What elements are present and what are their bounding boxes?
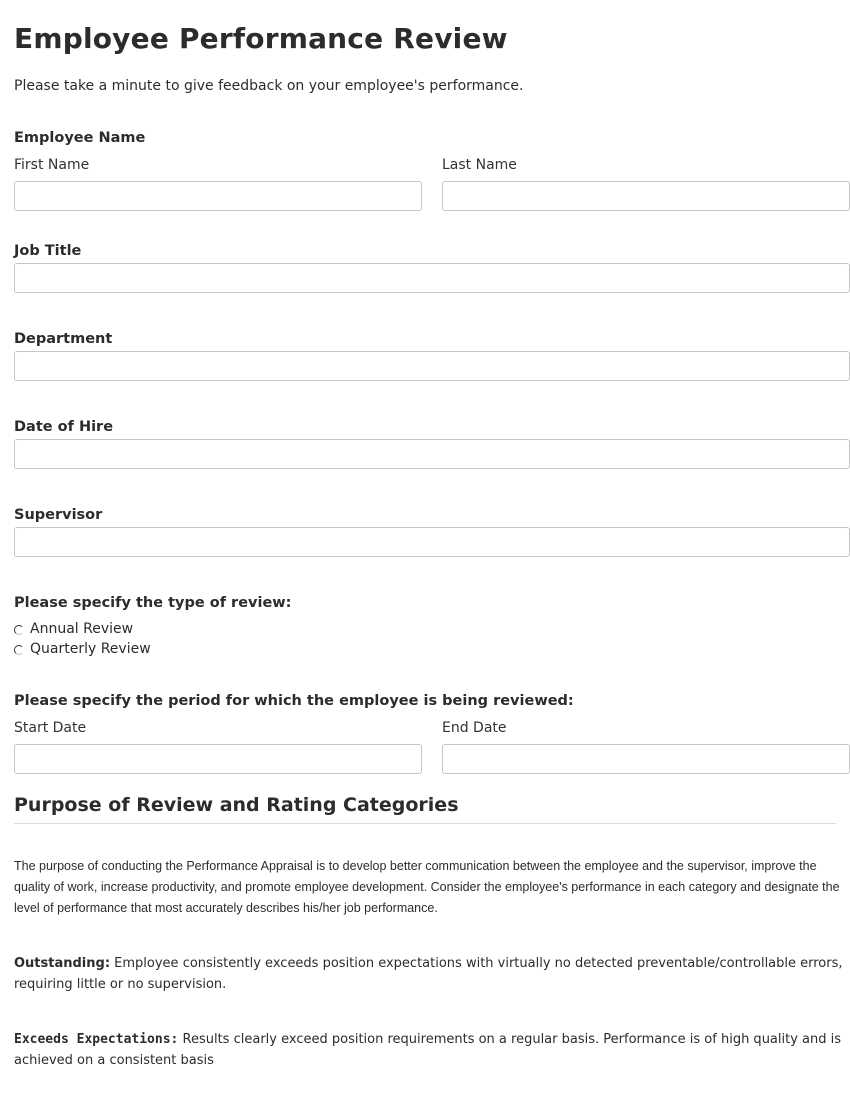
start-date-input[interactable] <box>14 744 422 774</box>
start-date-label: Start Date <box>14 720 87 736</box>
radio-label-annual: Annual Review <box>30 621 134 637</box>
period-label: Please specify the period for which the employee is being reviewed: <box>14 693 574 709</box>
purpose-heading: Purpose of Review and Rating Categories <box>14 794 459 816</box>
form-title: Employee Performance Review <box>14 22 508 55</box>
department-input[interactable] <box>14 351 850 381</box>
exceeds-term: Exceeds Expectations: <box>14 1032 179 1047</box>
section-divider <box>14 823 836 824</box>
department-label: Department <box>14 331 113 347</box>
exceeds-desc: Results clearly exceed position requirements on a regular basis. Performance is of high quality and is achieved on a consistent basis <box>14 1032 842 1068</box>
exceeds-paragraph <box>14 1029 844 1071</box>
last-name-label: Last Name <box>442 157 517 173</box>
end-date-input[interactable] <box>442 744 850 774</box>
job-title-label: Job Title <box>14 243 82 259</box>
form-intro: Please take a minute to give feedback on your employee's performance. <box>14 78 524 94</box>
outstanding-paragraph <box>14 953 844 995</box>
supervisor-input[interactable] <box>14 527 850 557</box>
supervisor-label: Supervisor <box>14 507 103 523</box>
employee-name-label: Employee Name <box>14 130 146 146</box>
last-name-input[interactable] <box>442 181 850 211</box>
first-name-input[interactable] <box>14 181 422 211</box>
radio-button[interactable] <box>14 625 24 635</box>
end-date-label: End Date <box>442 720 507 736</box>
first-name-label: First Name <box>14 157 90 173</box>
outstanding-term: Outstanding: <box>14 956 111 971</box>
date-of-hire-input[interactable] <box>14 439 850 469</box>
outstanding-desc: Employee consistently exceeds position expectations with virtually no detected preventable/controllable errors, requiring little or no supervision. <box>14 956 843 992</box>
radio-button[interactable] <box>14 645 24 655</box>
date-of-hire-label: Date of Hire <box>14 419 114 435</box>
purpose-paragraph: The purpose of conducting the Performance Appraisal is to develop better communication between the employee and the supervisor, improve the quality of work, increase productivity, and promote employee development. Consider the employee's performance in each category and designate the level of performance that most accurately describes his/her job performance. <box>14 859 840 915</box>
radio-label-quarterly: Quarterly Review <box>30 641 151 657</box>
radio-option-quarterly[interactable] <box>14 641 151 657</box>
job-title-input[interactable] <box>14 263 850 293</box>
review-type-label: Please specify the type of review: <box>14 595 292 611</box>
radio-option-annual[interactable] <box>14 621 133 637</box>
